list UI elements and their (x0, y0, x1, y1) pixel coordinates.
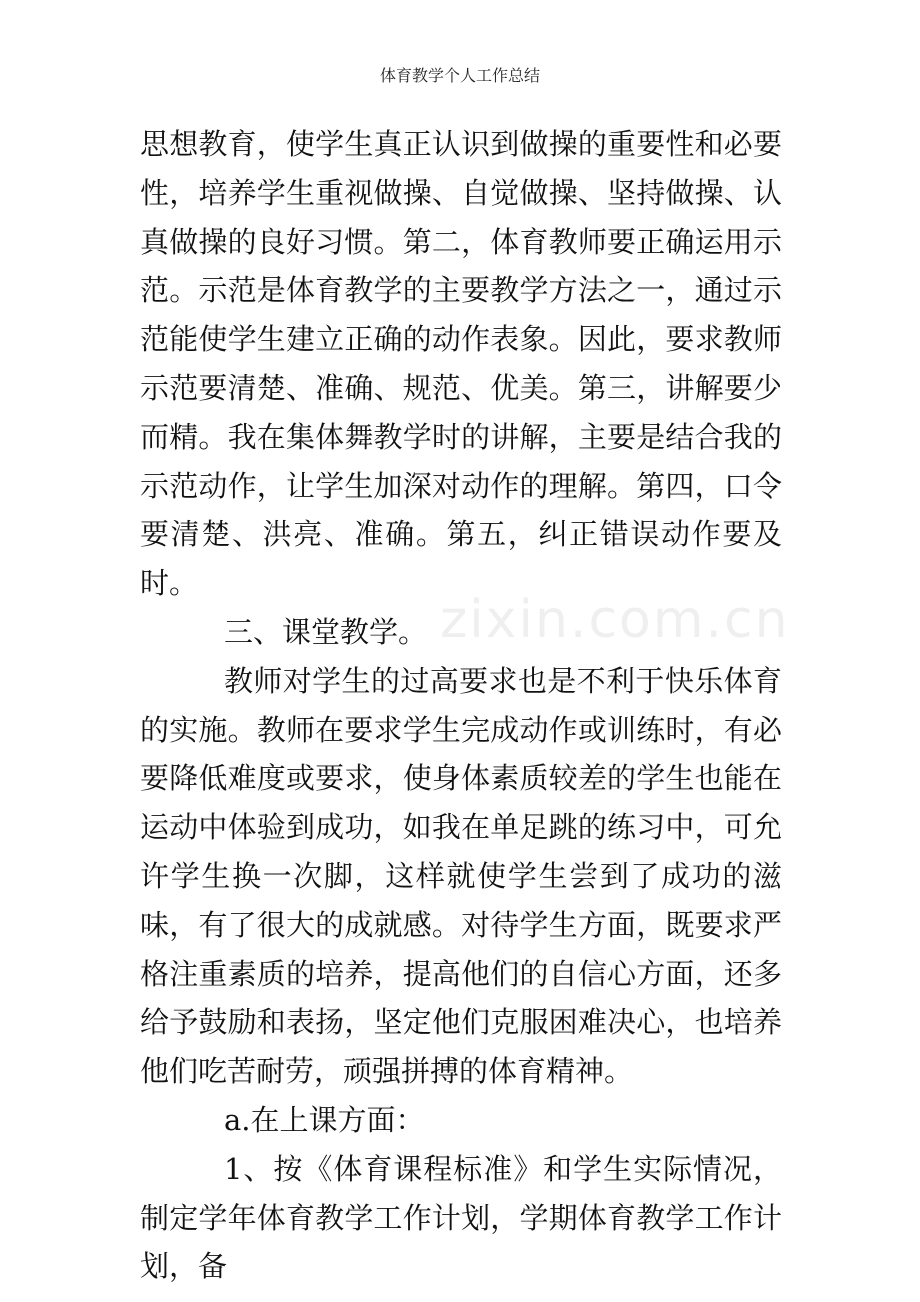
section-heading-classroom-teaching: 三、课堂教学。 (224, 614, 428, 649)
subheading-in-class: a.在上课方面： (224, 1102, 425, 1137)
document-header-title: 体育教学个人工作总结 (379, 66, 540, 85)
watermark: zixin.com.cn (440, 590, 790, 650)
document-body (140, 120, 782, 1291)
paragraph-teacher-requirements: 教师对学生的过高要求也是不利于快乐体育的实施。教师在要求学生完成动作或训练时，有必要降低难度或要求，使身体素质较差的学生也能在运动中体验到成功，如我在单足跳的练习中，可允许学生换一次脚，这样就使学生尝到了成功的滋味，有了很大的成就感。对待学生方面，既要求严格注重素质的培养，提高他们的自信心方面，还多给予鼓励和表扬，坚定他们克服困难决心，也培养他们吃苦耐劳，顽强拼搏的体育精神。 (140, 663, 782, 1089)
paragraph-teaching-plan: 1、按《体育课程标准》和学生实际情况，制定学年体育教学工作计划，学期体育教学工作计划，备 (140, 1151, 782, 1284)
paragraph-exercise-education: 思想教育，使学生真正认识到做操的重要性和必要性，培养学生重视做操、自觉做操、坚持做操、认真做操的良好习惯。第二，体育教师要正确运用示范。示范是体育教学的主要教学方法之一，通过示范能使学生建立正确的动作表象。因此，要求教师示范要清楚、准确、规范、优美。第三，讲解要少而精。我在集体舞教学时的讲解，主要是结合我的示范动作，让学生加深对动作的理解。第四，口令要清楚、洪亮、准确。第五，纠正错误动作要及时。 (140, 127, 782, 601)
